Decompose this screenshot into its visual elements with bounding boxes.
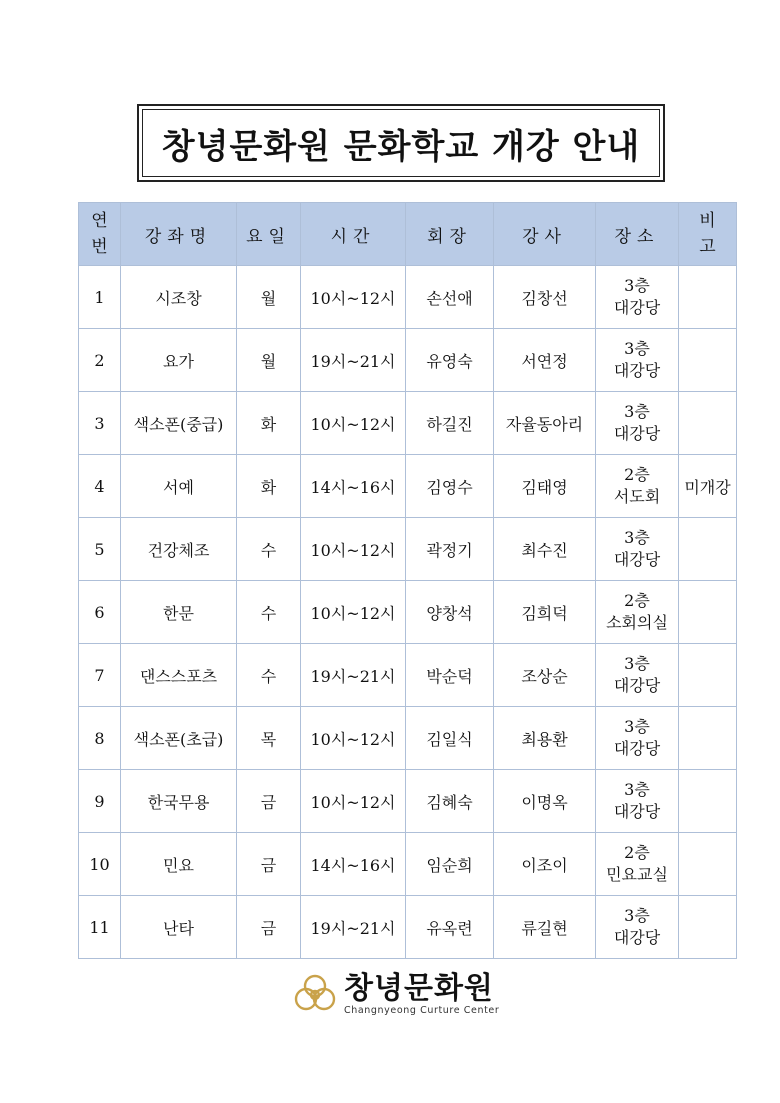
cell-no: 9 [79,770,121,833]
logo-name: 창녕문화원 [344,971,494,1006]
header-day: 요일 [237,203,301,266]
cell-note: 미개강 [679,455,737,518]
cell-instructor: 김태영 [494,455,596,518]
cell-president: 박순덕 [406,644,494,707]
cell-day: 월 [237,266,301,329]
cell-president: 김일식 [406,707,494,770]
place-room: 대강당 [613,739,661,758]
cell-time: 19시~21시 [301,644,406,707]
table-row [79,644,737,707]
organization-logo [292,970,512,1020]
place-room: 대강당 [613,928,661,947]
cell-instructor: 류길현 [494,896,596,959]
place-room: 민요교실 [606,865,668,884]
cell-no: 1 [79,266,121,329]
cell-course: 건강체조 [121,518,237,581]
cell-president: 손선애 [406,266,494,329]
cell-president: 유영숙 [406,329,494,392]
cell-no: 2 [79,329,121,392]
place-floor: 2층 [624,591,650,610]
cell-place [596,896,679,959]
table-row [79,518,737,581]
cell-time: 10시~12시 [301,266,406,329]
cell-place [596,455,679,518]
header-president: 회장 [406,203,494,266]
cell-time: 10시~12시 [301,707,406,770]
cell-president: 양창석 [406,581,494,644]
table-row [79,833,737,896]
cell-instructor: 최용환 [494,707,596,770]
header-instructor: 강사 [494,203,596,266]
cell-day: 금 [237,896,301,959]
cell-course: 색소폰(초급) [121,707,237,770]
cell-president: 곽정기 [406,518,494,581]
cell-instructor: 서연정 [494,329,596,392]
table-header-row [79,203,737,266]
cell-note [679,266,737,329]
flower-emblem-icon [292,972,338,1018]
cell-no: 4 [79,455,121,518]
cell-course: 요가 [121,329,237,392]
cell-no: 10 [79,833,121,896]
cell-course: 한문 [121,581,237,644]
place-room: 대강당 [613,676,661,695]
header-time: 시간 [301,203,406,266]
cell-place [596,266,679,329]
cell-instructor: 최수진 [494,518,596,581]
cell-president: 김영수 [406,455,494,518]
place-floor: 2층 [624,465,650,484]
cell-instructor: 이명옥 [494,770,596,833]
header-course: 강좌명 [121,203,237,266]
cell-instructor: 자율동아리 [494,392,596,455]
cell-course: 민요 [121,833,237,896]
cell-time: 14시~16시 [301,455,406,518]
header-note [679,203,737,266]
place-room: 서도회 [613,487,661,506]
cell-note [679,329,737,392]
cell-day: 화 [237,455,301,518]
cell-note [679,392,737,455]
cell-time: 10시~12시 [301,392,406,455]
cell-no: 3 [79,392,121,455]
cell-time: 10시~12시 [301,770,406,833]
cell-no: 11 [79,896,121,959]
cell-place [596,329,679,392]
cell-time: 14시~16시 [301,833,406,896]
place-floor: 3층 [624,906,650,925]
cell-place [596,518,679,581]
cell-course: 난타 [121,896,237,959]
table-row [79,266,737,329]
cell-president: 임순희 [406,833,494,896]
cell-day: 수 [237,581,301,644]
cell-note [679,518,737,581]
cell-place [596,833,679,896]
place-floor: 2층 [624,843,650,862]
table-row [79,329,737,392]
header-no [79,203,121,266]
place-room: 대강당 [613,550,661,569]
cell-day: 월 [237,329,301,392]
cell-no: 6 [79,581,121,644]
cell-instructor: 김창선 [494,266,596,329]
header-no-line1: 연 [91,211,108,231]
cell-time: 10시~12시 [301,518,406,581]
place-floor: 3층 [624,276,650,295]
cell-time: 10시~12시 [301,581,406,644]
header-note-line2: 고 [699,237,716,257]
cell-place [596,770,679,833]
cell-president: 하길진 [406,392,494,455]
cell-instructor: 김희덕 [494,581,596,644]
cell-course: 시조창 [121,266,237,329]
cell-no: 7 [79,644,121,707]
place-floor: 3층 [624,654,650,673]
table-row [79,392,737,455]
cell-no: 5 [79,518,121,581]
place-room: 대강당 [613,298,661,317]
cell-day: 수 [237,644,301,707]
logo-text [344,973,499,1017]
table-row [79,770,737,833]
place-room: 대강당 [613,424,661,443]
table-row [79,581,737,644]
cell-course: 서예 [121,455,237,518]
cell-note [679,644,737,707]
place-room: 대강당 [613,361,661,380]
cell-note [679,581,737,644]
cell-place [596,707,679,770]
place-room: 소회의실 [606,613,668,632]
cell-day: 금 [237,833,301,896]
place-room: 대강당 [613,802,661,821]
cell-day: 수 [237,518,301,581]
cell-day: 금 [237,770,301,833]
cell-president: 김혜숙 [406,770,494,833]
cell-course: 한국무용 [121,770,237,833]
table-row [79,707,737,770]
header-note-line1: 비 [699,211,716,231]
cell-day: 목 [237,707,301,770]
place-floor: 3층 [624,528,650,547]
cell-place [596,581,679,644]
cell-place [596,392,679,455]
cell-instructor: 조상순 [494,644,596,707]
cell-course: 댄스스포츠 [121,644,237,707]
cell-president: 유옥련 [406,896,494,959]
cell-note [679,833,737,896]
place-floor: 3층 [624,717,650,736]
course-schedule-table [78,202,737,959]
cell-note [679,896,737,959]
cell-time: 19시~21시 [301,896,406,959]
cell-place [596,644,679,707]
place-floor: 3층 [624,339,650,358]
cell-instructor: 이조이 [494,833,596,896]
table-row [79,455,737,518]
place-floor: 3층 [624,780,650,799]
cell-note [679,707,737,770]
table-row [79,896,737,959]
place-floor: 3층 [624,402,650,421]
title-box [137,104,665,182]
cell-course: 색소폰(중급) [121,392,237,455]
header-no-line2: 번 [91,237,108,257]
cell-note [679,770,737,833]
header-place: 장소 [596,203,679,266]
cell-no: 8 [79,707,121,770]
cell-time: 19시~21시 [301,329,406,392]
logo-subtitle: Changnyeong Curture Center [344,1005,500,1016]
table-body [79,266,737,959]
cell-day: 화 [237,392,301,455]
page-title: 창녕문화원 문화학교 개강 안내 [142,109,660,177]
